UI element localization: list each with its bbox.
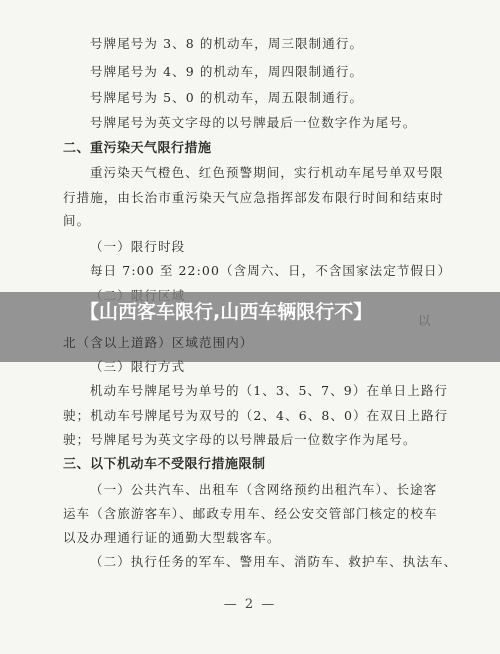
- page-number: — 2 —: [223, 597, 277, 612]
- text-line: 驶；号牌尾号为英文字母的以号牌最后一位数字作为尾号。: [63, 432, 417, 447]
- text-line: 运车（含旅游客车）、邮政专用车、经公安交管部门核定的校车: [63, 506, 438, 521]
- text-line: 机动车号牌尾号为单号的（1、3、5、7、9）在单日上路行: [90, 383, 449, 398]
- text-line: 号牌尾号为 4、9 的机动车，周四限制通行。: [90, 64, 364, 79]
- text-line: （二）执行任务的军车、警用车、消防车、救护车、执法车、: [90, 554, 458, 569]
- text-line: （一）公共汽车、出租车（含网络预约出租汽车）、长途客: [90, 482, 438, 497]
- text-line: 驶；机动车号牌尾号为双号的（2、4、6、8、0）在双日上路行: [63, 408, 449, 423]
- text-line: 间。: [63, 213, 91, 228]
- section-heading: 三、以下机动车不受限行措施限制: [63, 457, 266, 472]
- text-line: 北（含以上道路）区域范围内）: [63, 335, 254, 350]
- section-heading: 二、重污染天气限行措施: [63, 141, 212, 156]
- text-line: 号牌尾号为英文字母的以号牌最后一位数字作为尾号。: [90, 115, 417, 130]
- overlay-title: 【山西客车限行,山西车辆限行不】: [80, 301, 373, 323]
- subheading: （三）限行方式: [90, 359, 186, 374]
- text-line: 以及办理通行证的通勤大型载客车。: [63, 530, 281, 545]
- text-line: 号牌尾号为 3、8 的机动车，周三限制通行。: [90, 36, 364, 51]
- text-line: 每日 7:00 至 22:00（含周六、日，不含国家法定节假日）: [90, 263, 452, 278]
- text-line: 号牌尾号为 5、0 的机动车，周五限制通行。: [90, 90, 364, 105]
- text-line: 重污染天气橙色、红色预警期间，实行机动车尾号单双号限: [90, 165, 444, 180]
- text-line: 行措施，由长治市重污染天气应急指挥部发布限行时间和结束时: [63, 190, 444, 205]
- subheading: （一）限行时段: [90, 239, 186, 254]
